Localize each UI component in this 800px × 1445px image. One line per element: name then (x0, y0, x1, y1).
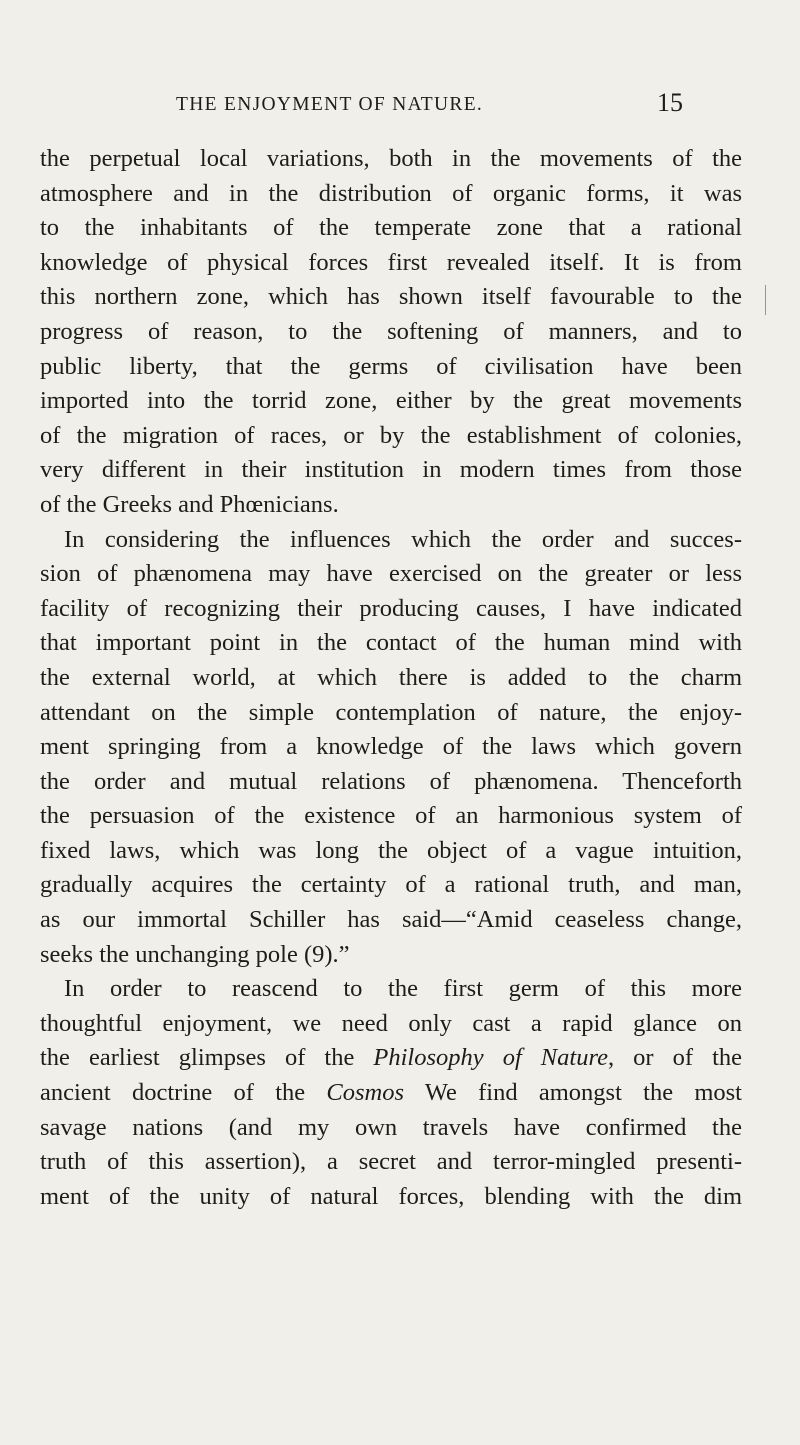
text-line: savage nations (and my own travels have confirmed the (40, 1113, 742, 1141)
text-line: facility of recognizing their producing causes, I have indicated (40, 594, 742, 622)
text-line: this northern zone, which has shown itself favourable to the (40, 283, 742, 311)
text-line: the earliest glimpses of the Philosophy of Nature, or of the (40, 1044, 743, 1072)
text-line: to the inhabitants of the temperate zone that a rational (40, 214, 742, 242)
page-number: 15 (657, 88, 683, 117)
text-line: progress of reason, to the softening of manners, and to (40, 317, 742, 345)
text-line: In order to reascend to the first germ of this more (64, 975, 742, 1003)
text-line: as our immortal Schiller has said—“Amid ceaseless change, (40, 906, 742, 934)
text-line: truth of this assertion), a secret and terror-mingled presenti- (40, 1148, 742, 1176)
running-title: THE ENJOYMENT OF NATURE. (176, 94, 484, 115)
text-line: attendant on the simple contemplation of nature, the enjoy- (40, 698, 742, 726)
text-line: ment springing from a knowledge of the laws which govern (40, 733, 742, 761)
text-line: atmosphere and in the distribution of organic forms, it was (40, 179, 742, 207)
text-line: thoughtful enjoyment, we need only cast a rapid glance on (40, 1009, 742, 1037)
text-line: In considering the influences which the order and succes- (64, 525, 742, 553)
text-line: the order and mutual relations of phænomena. Thenceforth (40, 767, 742, 795)
text-line: the external world, at which there is added to the charm (40, 663, 742, 691)
text-line: of the migration of races, or by the establishment of colonies, (40, 421, 742, 449)
margin-mark (765, 285, 766, 315)
text-line: the perpetual local variations, both in the movements of the (40, 145, 742, 172)
text-line: public liberty, that the germs of civilisation have been (40, 352, 742, 380)
text-line: fixed laws, which was long the object of a vague intuition, (40, 836, 742, 864)
text-line: that important point in the contact of the human mind with (40, 629, 742, 657)
text-line: knowledge of physical forces first revealed itself. It is from (40, 248, 742, 276)
text-line: very different in their institution in modern times from those (40, 456, 742, 484)
text-line: ancient doctrine of the Cosmos We find amongst the most (40, 1079, 742, 1107)
text-line: of the Greeks and Phœnicians. (40, 490, 339, 518)
text-line: gradually acquires the certainty of a rational truth, and man, (40, 871, 742, 899)
text-line: ment of the unity of natural forces, blending with the dim (40, 1182, 742, 1210)
page-header (0, 90, 800, 124)
text-line: sion of phænomena may have exercised on the greater or less (40, 560, 742, 588)
text-line: seeks the unchanging pole (9).” (40, 940, 350, 968)
text-line: imported into the torrid zone, either by the great movements (40, 387, 742, 415)
text-line: the persuasion of the existence of an harmonious system of (40, 802, 742, 830)
body-text (40, 142, 742, 1214)
